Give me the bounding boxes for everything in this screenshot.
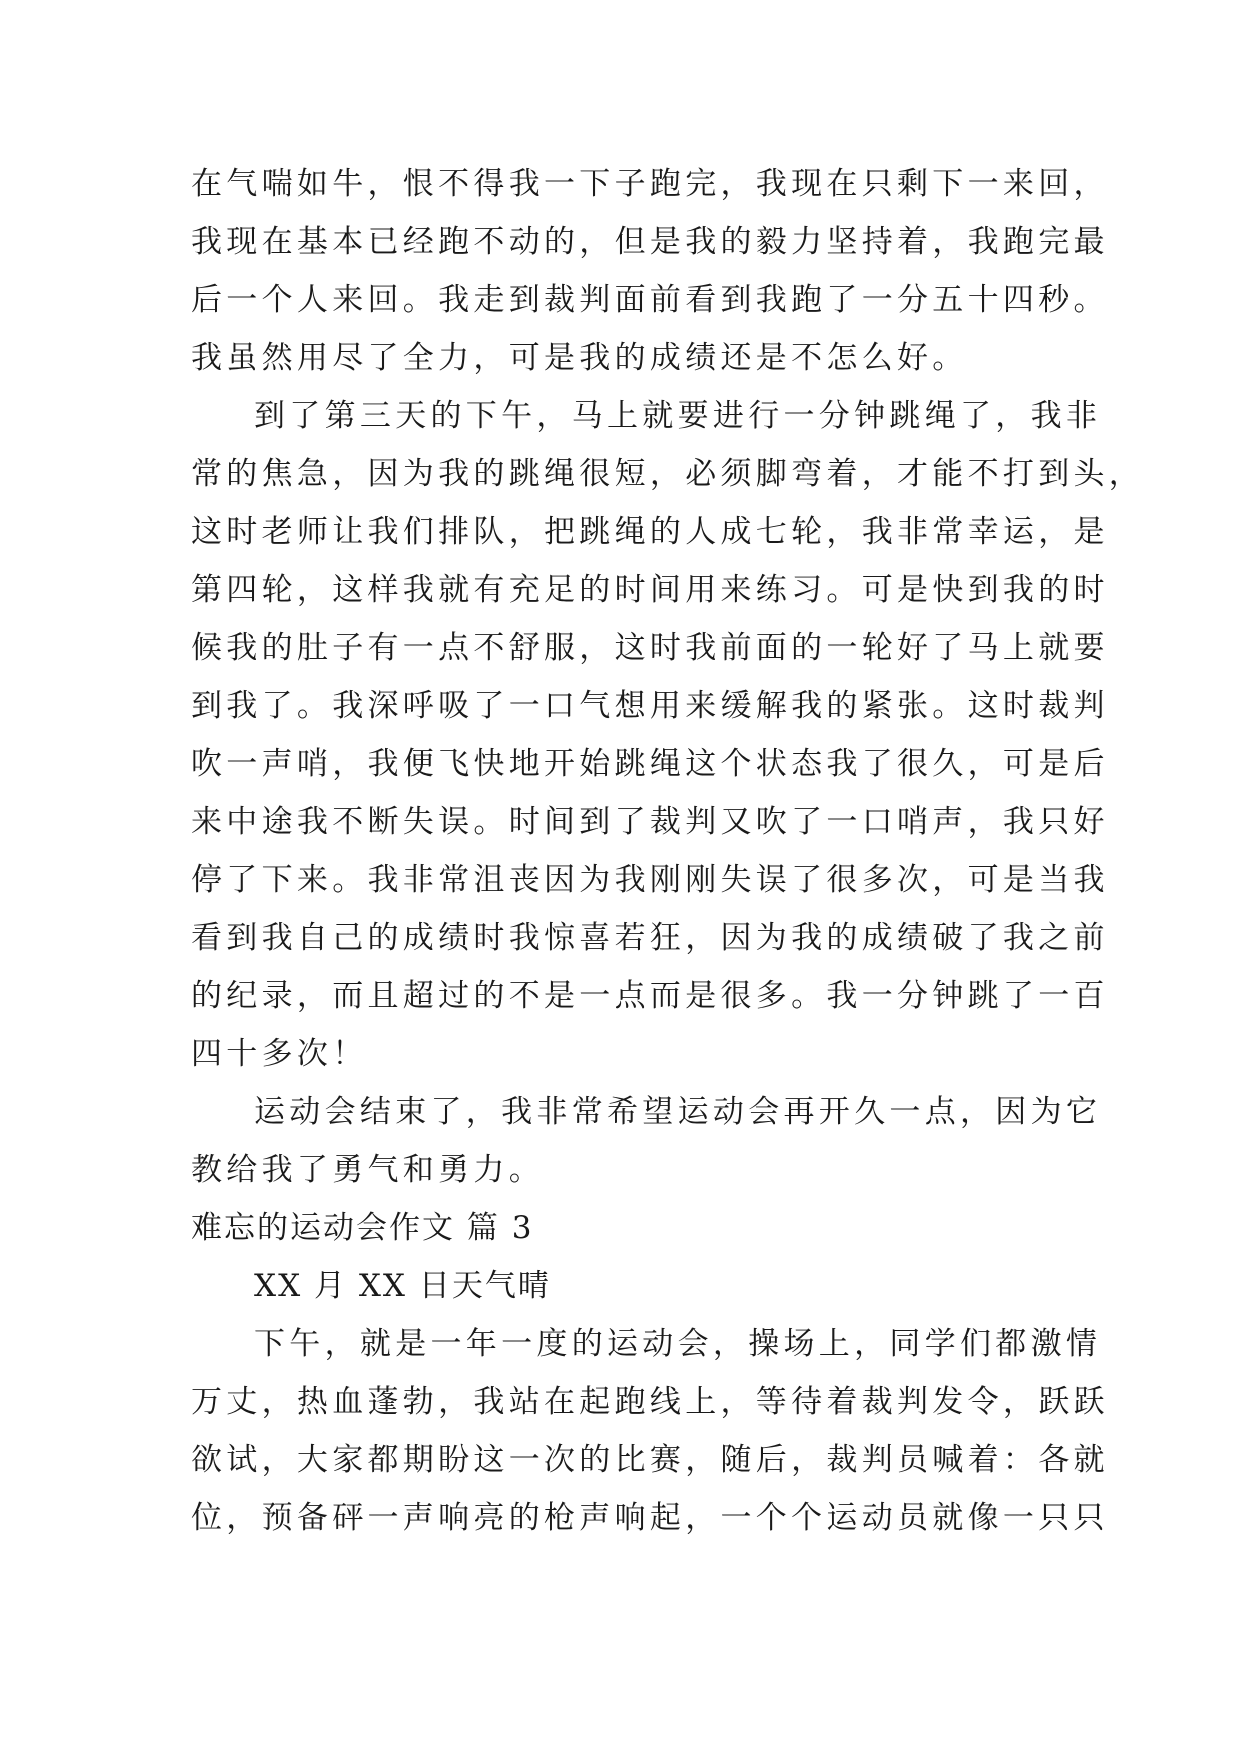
text-line: 来中途我不断失误。时间到了裁判又吹了一口哨声，我只好 [191,804,1109,840]
paragraph-running-end [191,155,1109,387]
paragraph-ending [191,1083,1102,1199]
text-line: 四十多次！ [191,1036,368,1072]
text-line: 在气喘如牛，恨不得我一下子跑完，我现在只剩下一来回， [191,166,1109,202]
text-line: 常的焦急，因为我的跳绳很短，必须脚弯着，才能不打到头， [191,456,1145,492]
text-line: 的纪录，而且超过的不是一点而是很多。我一分钟跳了一百 [191,978,1109,1014]
text-line: 到了第三天的下午，马上就要进行一分钟跳绳了，我非 [254,398,1102,434]
document-body [191,155,1145,1547]
paragraph-jump-rope [191,387,1145,1083]
text-line: 位，预备砰一声响亮的枪声响起，一个个运动员就像一只只 [191,1500,1109,1536]
text-line: 后一个人来回。我走到裁判面前看到我跑了一分五十四秒。 [191,282,1109,318]
text-line: 欲试，大家都期盼这一次的比赛，随后，裁判员喊着：各就 [191,1442,1109,1478]
text-line: 看到我自己的成绩时我惊喜若狂，因为我的成绩破了我之前 [191,920,1109,956]
text-line: 教给我了勇气和勇力。 [191,1152,544,1188]
text-line: 第四轮，这样我就有充足的时间用来练习。可是快到我的时 [191,572,1109,608]
text-line: 我现在基本已经跑不动的，但是我的毅力坚持着，我跑完最 [191,224,1109,260]
text-line: 下午，就是一年一度的运动会，操场上，同学们都激情 [254,1326,1102,1362]
section-title: 难忘的运动会作文 篇 3 [191,1210,534,1246]
text-line: 吹一声哨，我便飞快地开始跳绳这个状态我了很久，可是后 [191,746,1109,782]
text-line: 这时老师让我们排队，把跳绳的人成七轮，我非常幸运，是 [191,514,1109,550]
date-line: XX 月 XX 日天气晴 [254,1268,551,1304]
text-line: 运动会结束了，我非常希望运动会再开久一点，因为它 [254,1094,1102,1130]
text-line: 候我的肚子有一点不舒服，这时我前面的一轮好了马上就要 [191,630,1109,666]
paragraph-race-start [191,1315,1109,1547]
text-line: 我虽然用尽了全力，可是我的成绩还是不怎么好。 [191,340,968,376]
text-line: 万丈，热血蓬勃，我站在起跑线上，等待着裁判发令，跃跃 [191,1384,1109,1420]
text-line: 停了下来。我非常沮丧因为我刚刚失误了很多次，可是当我 [191,862,1109,898]
text-line: 到我了。我深呼吸了一口气想用来缓解我的紧张。这时裁判 [191,688,1109,724]
